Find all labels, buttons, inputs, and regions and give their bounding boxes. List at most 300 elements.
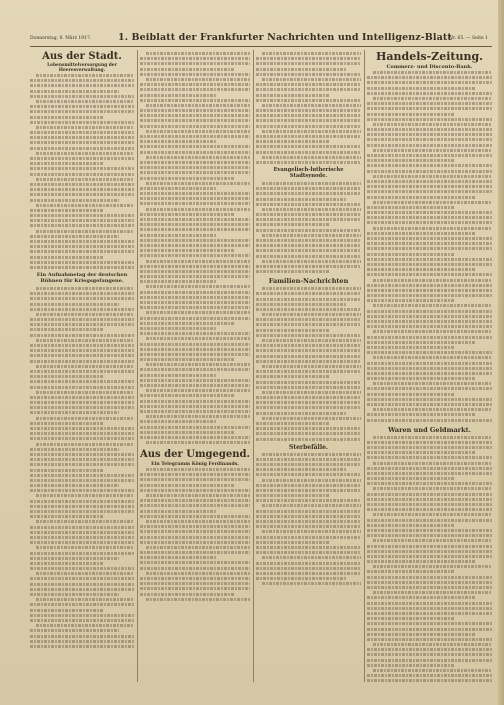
- text-line: [30, 354, 134, 357]
- article-subheading: Commerz- und Disconto-Bank.: [386, 64, 473, 70]
- article-body: [256, 182, 361, 273]
- text-line: [256, 473, 361, 476]
- text-line: [256, 562, 361, 565]
- text-line: [140, 426, 250, 429]
- text-line: [262, 208, 361, 211]
- text-line: [367, 602, 492, 605]
- text-line: [30, 105, 134, 108]
- text-line: [146, 208, 250, 211]
- text-line: [140, 161, 250, 164]
- text-line: [256, 489, 361, 492]
- text-line: [367, 653, 492, 656]
- text-line: [140, 213, 235, 216]
- text-line: [256, 125, 361, 128]
- text-line: [146, 337, 250, 340]
- text-line: [367, 216, 492, 219]
- text-line: [256, 375, 330, 378]
- text-line: [367, 310, 492, 313]
- column-divider: [253, 50, 254, 682]
- text-line: [140, 353, 250, 356]
- text-line: [256, 57, 361, 60]
- article-body: [140, 468, 250, 601]
- text-line: [367, 467, 492, 470]
- text-line: [367, 237, 492, 240]
- text-line: [256, 203, 361, 206]
- text-line: [367, 315, 492, 318]
- text-line: [30, 370, 134, 373]
- text-line: [30, 323, 134, 326]
- column-divider: [137, 50, 138, 682]
- text-line: [262, 260, 361, 263]
- text-line: [36, 152, 134, 155]
- text-line: [140, 187, 217, 190]
- text-line: [30, 266, 134, 269]
- text-line: [30, 500, 134, 503]
- text-line: [140, 358, 235, 361]
- page-edge: [498, 0, 504, 705]
- text-line: [367, 299, 455, 302]
- text-line: [367, 190, 492, 193]
- text-line: [367, 482, 492, 485]
- text-line: [30, 577, 134, 580]
- text-line: [30, 583, 134, 586]
- text-line: [367, 446, 492, 449]
- article-body: [256, 453, 361, 586]
- text-line: [367, 441, 492, 444]
- text-line: [140, 317, 250, 320]
- masthead-title: 1. Beiblatt der Frankfurter Nachrichten und Intelligenz-Blatt: [118, 32, 452, 43]
- text-line: [256, 525, 361, 528]
- text-line: [256, 355, 361, 358]
- section-heading: Handels-Zeitung.: [376, 50, 483, 63]
- text-line: [140, 197, 250, 200]
- text-line: [367, 628, 492, 631]
- text-line: [30, 557, 119, 560]
- text-line: [367, 534, 492, 537]
- text-line: [30, 619, 134, 622]
- text-line: [256, 381, 361, 384]
- text-line: [367, 477, 455, 480]
- text-line: [140, 368, 250, 371]
- text-line: [140, 244, 250, 247]
- text-line: [367, 133, 492, 136]
- text-line: [140, 332, 250, 335]
- section-heading: Aus der Stadt.: [42, 51, 122, 62]
- text-line: [30, 173, 134, 176]
- text-line: [367, 159, 455, 162]
- text-line: [373, 330, 492, 333]
- text-line: [30, 510, 134, 513]
- text-line: [262, 104, 361, 107]
- text-line: [367, 493, 492, 496]
- text-line: [140, 228, 250, 231]
- text-line: [140, 68, 235, 71]
- text-line: [140, 587, 250, 590]
- text-line: [36, 572, 134, 575]
- text-line: [30, 375, 103, 378]
- text-line: [146, 363, 250, 366]
- text-line: [30, 224, 134, 227]
- text-line: [367, 545, 492, 548]
- text-line: [30, 214, 134, 217]
- text-line: [140, 577, 250, 580]
- text-line: [256, 463, 361, 466]
- text-line: [30, 136, 134, 139]
- text-line: [373, 382, 492, 385]
- text-line: [30, 406, 134, 409]
- text-line: [146, 285, 250, 288]
- section-heading: Aus der Umgegend.: [140, 449, 250, 461]
- article-heading: Ein Aufnahmetag der deutschen Bühnen für Kriegsgefangene.: [36, 271, 128, 284]
- text-line: [256, 432, 361, 435]
- section-heading: Sterbefälle.: [288, 443, 329, 451]
- text-line: [256, 114, 361, 117]
- text-line: [30, 292, 134, 295]
- text-line: [256, 192, 361, 195]
- text-line: [140, 254, 250, 257]
- text-line: [367, 472, 492, 475]
- text-line: [140, 499, 250, 502]
- text-line: [367, 560, 475, 563]
- text-line: [256, 360, 361, 363]
- text-line: [146, 494, 250, 497]
- text-line: [36, 443, 134, 446]
- text-line: [367, 387, 492, 390]
- text-line: [373, 123, 492, 126]
- text-line: [140, 57, 250, 60]
- text-line: [30, 458, 134, 461]
- text-line: [367, 320, 492, 323]
- text-line: [373, 149, 492, 152]
- text-line: [30, 261, 134, 264]
- text-line: [140, 400, 250, 403]
- text-line: [146, 78, 250, 81]
- article-body: [367, 71, 492, 422]
- text-line: [367, 648, 492, 651]
- text-line: [373, 487, 492, 490]
- text-line: [36, 546, 134, 549]
- text-line: [30, 183, 134, 186]
- text-line: [373, 462, 492, 465]
- text-line: [367, 92, 492, 95]
- text-line: [30, 629, 119, 632]
- text-line: [30, 567, 134, 570]
- text-line: [30, 640, 134, 643]
- text-line: [30, 505, 134, 508]
- article-heading: Evangelisch-lutherische Stadtsynode.: [273, 166, 344, 179]
- text-line: [262, 582, 361, 585]
- text-line: [30, 422, 103, 425]
- text-line: [30, 245, 134, 248]
- text-line: [36, 417, 134, 420]
- text-line: [30, 469, 103, 472]
- text-line: [146, 156, 250, 159]
- text-line: [367, 674, 492, 677]
- text-line: [140, 374, 217, 377]
- text-line: [30, 308, 134, 311]
- column-divider: [364, 50, 365, 682]
- text-line: [367, 107, 492, 110]
- text-line: [367, 617, 455, 620]
- text-line: [367, 221, 492, 224]
- text-line: [256, 265, 361, 268]
- text-line: [367, 211, 492, 214]
- text-line: [373, 279, 492, 282]
- text-line: [140, 166, 250, 169]
- text-line: [140, 177, 235, 180]
- text-line: [373, 356, 492, 359]
- text-line: [30, 344, 134, 347]
- text-line: [36, 287, 134, 290]
- text-line: [367, 196, 475, 199]
- text-line: [30, 328, 103, 331]
- text-line: [30, 427, 134, 430]
- text-line: [256, 412, 346, 415]
- text-line: [146, 311, 250, 314]
- text-line: [30, 635, 134, 638]
- text-line: [367, 284, 492, 287]
- text-line: [140, 436, 250, 439]
- text-line: [146, 415, 250, 418]
- text-line: [30, 360, 134, 363]
- text-line: [367, 403, 492, 406]
- text-line: [367, 263, 492, 266]
- text-line: [140, 593, 235, 596]
- text-line: [367, 87, 475, 90]
- text-line: [30, 515, 103, 518]
- text-line: [30, 609, 103, 612]
- text-line: [30, 219, 134, 222]
- text-line: [373, 227, 492, 230]
- text-line: [140, 301, 250, 304]
- text-line: [367, 498, 492, 501]
- text-line: [140, 561, 250, 564]
- text-line: [30, 116, 103, 119]
- text-line: [367, 138, 492, 141]
- text-line: [140, 223, 250, 226]
- text-line: [373, 71, 492, 74]
- text-line: [373, 436, 492, 439]
- text-line: [140, 515, 250, 518]
- text-line: [140, 379, 250, 382]
- text-line: [367, 102, 492, 105]
- text-line: [262, 453, 361, 456]
- text-line: [30, 95, 134, 98]
- text-line: [146, 389, 250, 392]
- text-line: [36, 126, 134, 129]
- text-line: [367, 242, 492, 245]
- text-line: [367, 341, 475, 344]
- section-heading: Familien-Nachrichten: [268, 277, 349, 286]
- text-line: [140, 239, 250, 242]
- text-line: [256, 546, 361, 549]
- text-line: [367, 273, 492, 276]
- text-line: [140, 140, 217, 143]
- text-line: [256, 83, 361, 86]
- text-line: [30, 157, 134, 160]
- text-line: [367, 128, 492, 131]
- text-line: [256, 536, 361, 539]
- text-line: [367, 118, 492, 121]
- text-line: [256, 494, 330, 497]
- text-line: [367, 570, 455, 573]
- text-line: [367, 258, 492, 261]
- text-line: [30, 318, 134, 321]
- text-line: [367, 524, 455, 527]
- text-line: [146, 520, 250, 523]
- column-handel: [367, 48, 492, 685]
- text-line: [30, 235, 119, 238]
- text-line: [256, 510, 361, 513]
- text-line: [256, 244, 361, 247]
- text-line: [373, 97, 492, 100]
- text-line: [262, 234, 361, 237]
- text-line: [140, 249, 235, 252]
- text-line: [262, 479, 361, 482]
- text-line: [262, 530, 361, 533]
- text-line: [367, 289, 492, 292]
- text-line: [262, 182, 361, 185]
- text-line: [30, 121, 134, 124]
- text-line: [140, 73, 250, 76]
- text-line: [36, 494, 134, 497]
- text-line: [36, 230, 134, 233]
- text-line: [256, 541, 330, 544]
- text-line: [36, 178, 134, 181]
- text-line: [140, 405, 250, 408]
- text-line: [367, 622, 492, 625]
- text-line: [367, 664, 455, 667]
- article-body: [256, 52, 361, 164]
- text-line: [256, 577, 346, 580]
- text-line: [373, 201, 492, 204]
- text-line: [140, 348, 250, 351]
- text-line: [36, 365, 134, 368]
- text-line: [140, 327, 217, 330]
- text-line: [140, 410, 250, 413]
- text-line: [367, 232, 475, 235]
- text-line: [146, 598, 250, 601]
- text-line: [140, 431, 235, 434]
- text-line: [30, 141, 134, 144]
- article-body: [30, 287, 134, 648]
- text-line: [256, 370, 361, 373]
- text-line: [256, 73, 361, 76]
- text-line: [146, 130, 250, 133]
- text-line: [146, 104, 250, 107]
- text-line: [256, 427, 361, 430]
- text-line: [140, 510, 217, 513]
- text-line: [140, 234, 217, 237]
- text-line: [36, 391, 134, 394]
- text-line: [30, 199, 119, 202]
- text-line: [256, 161, 361, 164]
- text-line: [367, 294, 492, 297]
- text-line: [30, 562, 103, 565]
- text-line: [367, 346, 455, 349]
- text-line: [140, 135, 250, 138]
- text-line: [30, 162, 103, 165]
- text-line: [367, 612, 492, 615]
- text-line: [367, 456, 492, 459]
- text-line: [373, 591, 492, 594]
- text-line: [262, 504, 361, 507]
- text-line: [373, 539, 492, 542]
- text-line: [367, 76, 492, 79]
- section-heading: Waren und Geldmarkt.: [388, 425, 471, 434]
- text-line: [30, 474, 134, 477]
- text-line: [140, 114, 250, 117]
- text-line: [30, 209, 103, 212]
- text-line: [140, 145, 250, 148]
- text-line: [256, 484, 361, 487]
- text-line: [367, 508, 492, 511]
- text-line: [262, 130, 361, 133]
- text-line: [367, 362, 492, 365]
- text-line: [36, 313, 134, 316]
- text-line: [140, 275, 250, 278]
- text-line: [256, 88, 361, 91]
- text-line: [30, 479, 134, 482]
- text-line: [256, 406, 361, 409]
- text-line: [256, 68, 346, 71]
- text-line: [367, 607, 492, 610]
- text-line: [367, 586, 492, 589]
- text-line: [146, 441, 250, 444]
- text-line: [256, 344, 361, 347]
- text-line: [140, 504, 250, 507]
- article-body: [256, 287, 361, 440]
- text-line: [30, 188, 134, 191]
- column-3: [256, 48, 361, 587]
- text-line: [262, 556, 361, 559]
- text-line: [30, 349, 134, 352]
- text-line: [30, 79, 134, 82]
- text-line: [367, 164, 492, 167]
- text-line: [262, 391, 361, 394]
- text-line: [30, 84, 134, 87]
- text-line: [256, 468, 346, 471]
- text-line: [140, 322, 235, 325]
- text-line: [367, 451, 475, 454]
- text-line: [256, 438, 361, 441]
- text-line: [262, 156, 361, 159]
- text-line: [256, 151, 361, 154]
- text-line: [256, 239, 361, 242]
- text-line: [367, 372, 492, 375]
- text-line: [373, 643, 492, 646]
- text-line: [30, 380, 134, 383]
- text-line: [367, 253, 455, 256]
- text-line: [256, 323, 361, 326]
- text-line: [30, 437, 134, 440]
- text-line: [36, 624, 134, 627]
- text-line: [30, 489, 134, 492]
- text-line: [256, 308, 361, 311]
- text-line: [367, 633, 475, 636]
- text-line: [256, 249, 361, 252]
- text-line: [262, 339, 361, 342]
- text-line: [146, 572, 250, 575]
- text-line: [367, 268, 475, 271]
- text-line: [256, 145, 361, 148]
- text-line: [140, 265, 250, 268]
- text-line: [140, 473, 250, 476]
- issue-date: Donnerstag, 8. März 1917.: [30, 36, 92, 41]
- text-line: [146, 468, 250, 471]
- text-line: [373, 565, 492, 568]
- text-line: [140, 530, 250, 533]
